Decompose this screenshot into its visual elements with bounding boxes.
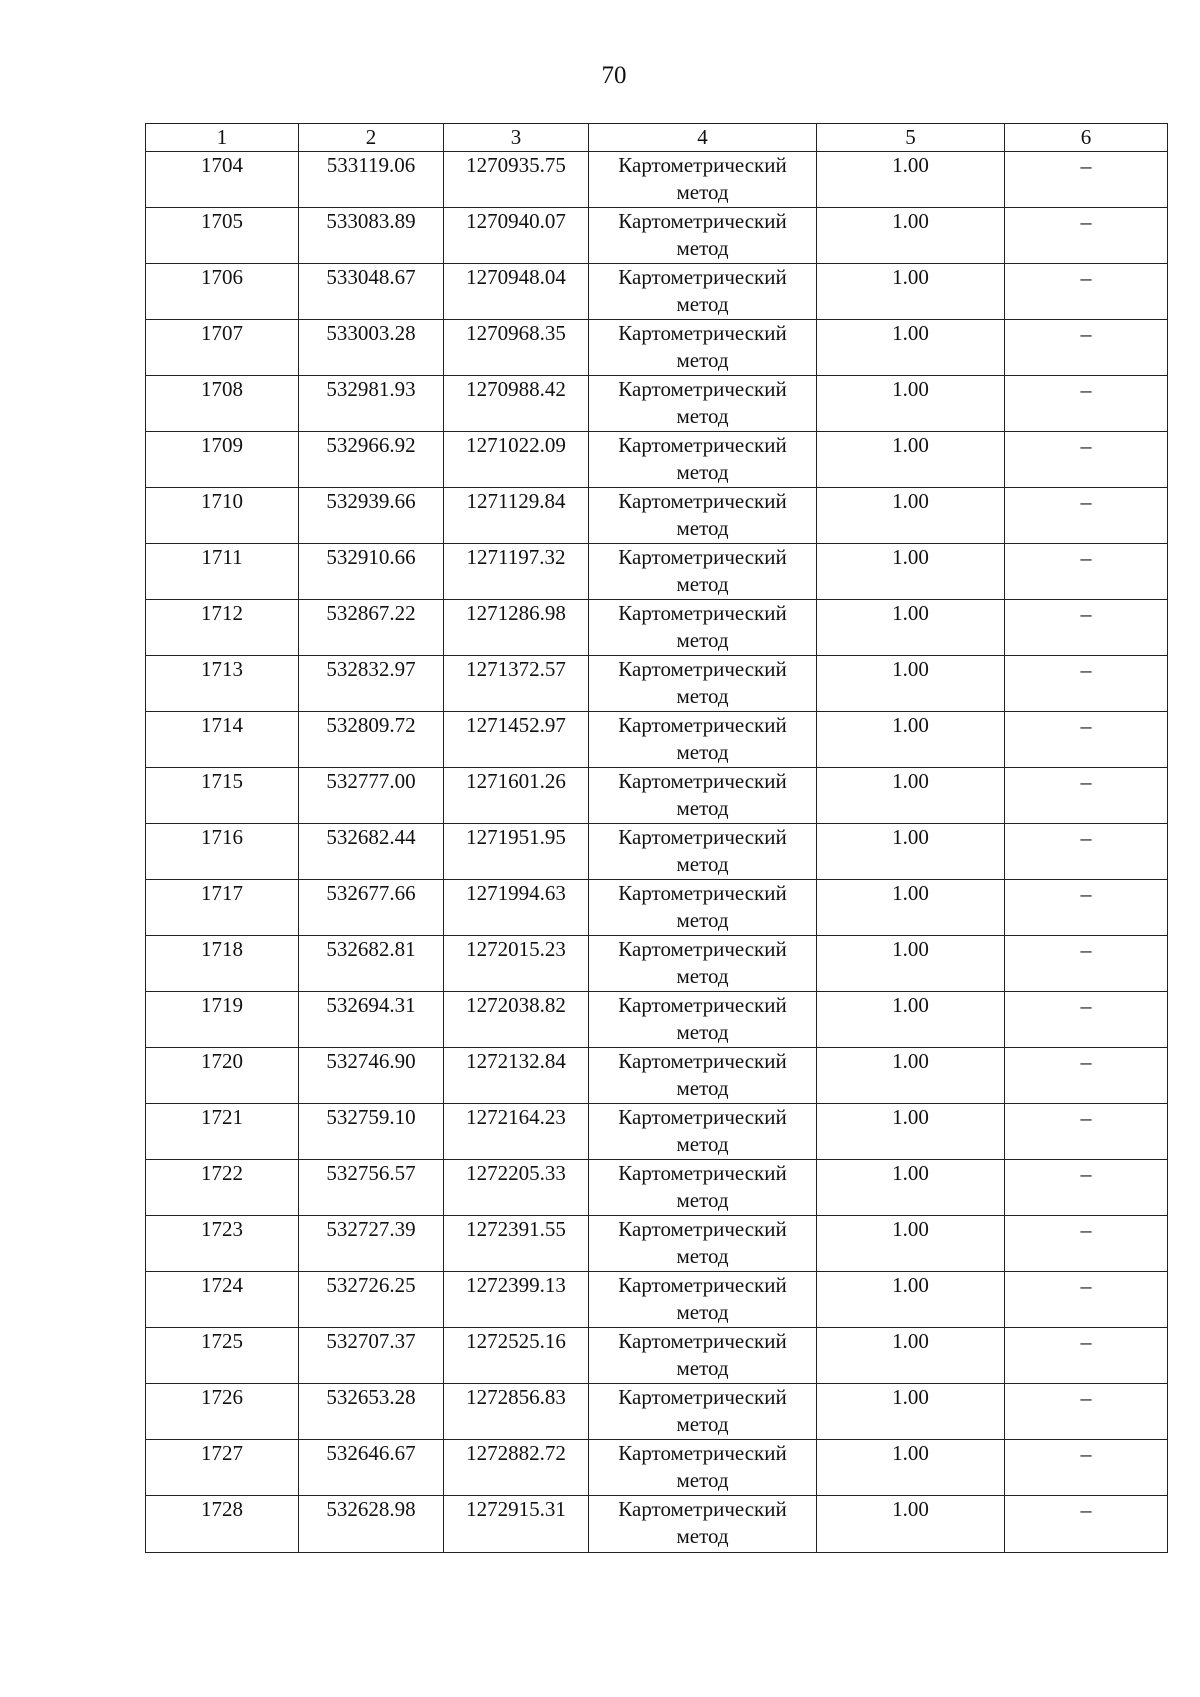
method-cell — [589, 992, 817, 1048]
point-number-cell: 1726 — [146, 1384, 299, 1440]
method-line-1: Картометрический — [618, 937, 787, 961]
point-number-cell: 1713 — [146, 656, 299, 712]
method-line-1: Картометрический — [618, 713, 787, 737]
column-header: 5 — [817, 124, 1005, 152]
y-coordinate-cell: 1271372.57 — [444, 656, 589, 712]
accuracy-cell: 1.00 — [817, 544, 1005, 600]
method-line-1: Картометрический — [618, 1497, 787, 1521]
table-row — [146, 376, 1168, 432]
table-row — [146, 1328, 1168, 1384]
accuracy-cell: 1.00 — [817, 824, 1005, 880]
description-cell: – — [1005, 880, 1168, 936]
y-coordinate-cell: 1271951.95 — [444, 824, 589, 880]
accuracy-cell: 1.00 — [817, 488, 1005, 544]
method-line-2: метод — [676, 1132, 729, 1156]
description-cell: – — [1005, 824, 1168, 880]
accuracy-cell: 1.00 — [817, 656, 1005, 712]
x-coordinate-cell: 532910.66 — [299, 544, 444, 600]
method-cell — [589, 1496, 817, 1553]
method-line-1: Картометрический — [618, 1161, 787, 1185]
method-line-1: Картометрический — [618, 993, 787, 1017]
point-number-cell: 1719 — [146, 992, 299, 1048]
table-row — [146, 712, 1168, 768]
method-cell — [589, 1328, 817, 1384]
table-body — [146, 152, 1168, 1553]
point-number-cell: 1715 — [146, 768, 299, 824]
point-number-cell: 1716 — [146, 824, 299, 880]
y-coordinate-cell: 1270948.04 — [444, 264, 589, 320]
method-cell — [589, 376, 817, 432]
method-cell — [589, 432, 817, 488]
y-coordinate-cell: 1272525.16 — [444, 1328, 589, 1384]
description-cell: – — [1005, 936, 1168, 992]
method-line-1: Картометрический — [618, 489, 787, 513]
method-cell — [589, 1216, 817, 1272]
table-header — [146, 124, 1168, 152]
method-cell — [589, 1104, 817, 1160]
table-row — [146, 1216, 1168, 1272]
method-cell — [589, 1384, 817, 1440]
method-line-2: метод — [676, 572, 729, 596]
y-coordinate-cell: 1271452.97 — [444, 712, 589, 768]
point-number-cell: 1709 — [146, 432, 299, 488]
method-line-2: метод — [676, 796, 729, 820]
method-line-1: Картометрический — [618, 1329, 787, 1353]
point-number-cell: 1725 — [146, 1328, 299, 1384]
x-coordinate-cell: 533083.89 — [299, 208, 444, 264]
method-line-1: Картометрический — [618, 545, 787, 569]
description-cell: – — [1005, 712, 1168, 768]
table-row — [146, 152, 1168, 208]
point-number-cell: 1705 — [146, 208, 299, 264]
point-number-cell: 1708 — [146, 376, 299, 432]
description-cell: – — [1005, 1104, 1168, 1160]
y-coordinate-cell: 1271129.84 — [444, 488, 589, 544]
table-row — [146, 432, 1168, 488]
method-line-2: метод — [676, 236, 729, 260]
description-cell: – — [1005, 432, 1168, 488]
x-coordinate-cell: 533119.06 — [299, 152, 444, 208]
y-coordinate-cell: 1272015.23 — [444, 936, 589, 992]
description-cell: – — [1005, 488, 1168, 544]
y-coordinate-cell: 1270988.42 — [444, 376, 589, 432]
method-line-1: Картометрический — [618, 825, 787, 849]
description-cell: – — [1005, 264, 1168, 320]
method-cell — [589, 1440, 817, 1496]
method-cell — [589, 880, 817, 936]
point-number-cell: 1722 — [146, 1160, 299, 1216]
description-cell: – — [1005, 1328, 1168, 1384]
x-coordinate-cell: 532694.31 — [299, 992, 444, 1048]
point-number-cell: 1706 — [146, 264, 299, 320]
y-coordinate-cell: 1271197.32 — [444, 544, 589, 600]
description-cell: – — [1005, 320, 1168, 376]
x-coordinate-cell: 532726.25 — [299, 1272, 444, 1328]
x-coordinate-cell: 532832.97 — [299, 656, 444, 712]
accuracy-cell: 1.00 — [817, 1328, 1005, 1384]
table-row — [146, 320, 1168, 376]
point-number-cell: 1721 — [146, 1104, 299, 1160]
method-cell — [589, 488, 817, 544]
y-coordinate-cell: 1272399.13 — [444, 1272, 589, 1328]
column-header: 6 — [1005, 124, 1168, 152]
x-coordinate-cell: 532682.44 — [299, 824, 444, 880]
accuracy-cell: 1.00 — [817, 208, 1005, 264]
y-coordinate-cell: 1270968.35 — [444, 320, 589, 376]
method-cell — [589, 1272, 817, 1328]
method-line-1: Картометрический — [618, 1385, 787, 1409]
accuracy-cell: 1.00 — [817, 936, 1005, 992]
table-row — [146, 936, 1168, 992]
method-cell — [589, 1048, 817, 1104]
accuracy-cell: 1.00 — [817, 1216, 1005, 1272]
y-coordinate-cell: 1271022.09 — [444, 432, 589, 488]
table-row — [146, 656, 1168, 712]
y-coordinate-cell: 1272882.72 — [444, 1440, 589, 1496]
table-row — [146, 544, 1168, 600]
point-number-cell: 1712 — [146, 600, 299, 656]
table-row — [146, 1160, 1168, 1216]
x-coordinate-cell: 532939.66 — [299, 488, 444, 544]
description-cell: – — [1005, 152, 1168, 208]
method-line-2: метод — [676, 1300, 729, 1324]
description-cell: – — [1005, 992, 1168, 1048]
accuracy-cell: 1.00 — [817, 432, 1005, 488]
point-number-cell: 1723 — [146, 1216, 299, 1272]
accuracy-cell: 1.00 — [817, 152, 1005, 208]
method-line-2: метод — [676, 1468, 729, 1492]
page-number: 70 — [601, 62, 627, 89]
header-row — [146, 124, 1168, 152]
method-line-2: метод — [676, 180, 729, 204]
accuracy-cell: 1.00 — [817, 1496, 1005, 1553]
point-number-cell: 1728 — [146, 1496, 299, 1553]
method-line-2: метод — [676, 1524, 729, 1548]
y-coordinate-cell: 1271601.26 — [444, 768, 589, 824]
point-number-cell: 1710 — [146, 488, 299, 544]
accuracy-cell: 1.00 — [817, 1160, 1005, 1216]
x-coordinate-cell: 532707.37 — [299, 1328, 444, 1384]
x-coordinate-cell: 532867.22 — [299, 600, 444, 656]
table-row — [146, 208, 1168, 264]
method-line-2: метод — [676, 460, 729, 484]
method-line-1: Картометрический — [618, 377, 787, 401]
method-line-1: Картометрический — [618, 433, 787, 457]
accuracy-cell: 1.00 — [817, 1104, 1005, 1160]
y-coordinate-cell: 1272915.31 — [444, 1496, 589, 1553]
x-coordinate-cell: 533003.28 — [299, 320, 444, 376]
description-cell: – — [1005, 376, 1168, 432]
accuracy-cell: 1.00 — [817, 1440, 1005, 1496]
accuracy-cell: 1.00 — [817, 376, 1005, 432]
point-number-cell: 1714 — [146, 712, 299, 768]
method-line-2: метод — [676, 908, 729, 932]
method-line-2: метод — [676, 292, 729, 316]
y-coordinate-cell: 1272205.33 — [444, 1160, 589, 1216]
description-cell: – — [1005, 1496, 1168, 1553]
x-coordinate-cell: 532756.57 — [299, 1160, 444, 1216]
description-cell: – — [1005, 1160, 1168, 1216]
accuracy-cell: 1.00 — [817, 880, 1005, 936]
description-cell: – — [1005, 544, 1168, 600]
method-line-1: Картометрический — [618, 769, 787, 793]
method-cell — [589, 152, 817, 208]
accuracy-cell: 1.00 — [817, 264, 1005, 320]
description-cell: – — [1005, 600, 1168, 656]
method-cell — [589, 656, 817, 712]
method-line-1: Картометрический — [618, 321, 787, 345]
x-coordinate-cell: 532646.67 — [299, 1440, 444, 1496]
description-cell: – — [1005, 656, 1168, 712]
method-line-1: Картометрический — [618, 1441, 787, 1465]
y-coordinate-cell: 1270935.75 — [444, 152, 589, 208]
x-coordinate-cell: 532653.28 — [299, 1384, 444, 1440]
y-coordinate-cell: 1272132.84 — [444, 1048, 589, 1104]
table-row — [146, 1104, 1168, 1160]
method-line-2: метод — [676, 1412, 729, 1436]
description-cell: – — [1005, 1440, 1168, 1496]
point-number-cell: 1727 — [146, 1440, 299, 1496]
method-cell — [589, 768, 817, 824]
method-line-1: Картометрический — [618, 601, 787, 625]
description-cell: – — [1005, 208, 1168, 264]
method-line-2: метод — [676, 740, 729, 764]
description-cell: – — [1005, 1272, 1168, 1328]
method-cell — [589, 824, 817, 880]
accuracy-cell: 1.00 — [817, 992, 1005, 1048]
table-row — [146, 1384, 1168, 1440]
column-header: 3 — [444, 124, 589, 152]
method-line-1: Картометрический — [618, 1273, 787, 1297]
method-line-1: Картометрический — [618, 1049, 787, 1073]
x-coordinate-cell: 532809.72 — [299, 712, 444, 768]
method-line-2: метод — [676, 684, 729, 708]
method-line-2: метод — [676, 404, 729, 428]
column-header: 4 — [589, 124, 817, 152]
table-row — [146, 1272, 1168, 1328]
x-coordinate-cell: 532677.66 — [299, 880, 444, 936]
y-coordinate-cell: 1272164.23 — [444, 1104, 589, 1160]
x-coordinate-cell: 532777.00 — [299, 768, 444, 824]
table-row — [146, 1496, 1168, 1553]
table-row — [146, 488, 1168, 544]
point-number-cell: 1704 — [146, 152, 299, 208]
table-row — [146, 880, 1168, 936]
table-row — [146, 600, 1168, 656]
method-cell — [589, 208, 817, 264]
accuracy-cell: 1.00 — [817, 712, 1005, 768]
x-coordinate-cell: 532682.81 — [299, 936, 444, 992]
description-cell: – — [1005, 1216, 1168, 1272]
x-coordinate-cell: 532727.39 — [299, 1216, 444, 1272]
point-number-cell: 1718 — [146, 936, 299, 992]
accuracy-cell: 1.00 — [817, 600, 1005, 656]
table-row — [146, 264, 1168, 320]
point-number-cell: 1711 — [146, 544, 299, 600]
method-line-2: метод — [676, 348, 729, 372]
x-coordinate-cell: 532628.98 — [299, 1496, 444, 1553]
method-line-2: метод — [676, 1020, 729, 1044]
y-coordinate-cell: 1270940.07 — [444, 208, 589, 264]
x-coordinate-cell: 532981.93 — [299, 376, 444, 432]
x-coordinate-cell: 532746.90 — [299, 1048, 444, 1104]
method-line-1: Картометрический — [618, 265, 787, 289]
table-row — [146, 768, 1168, 824]
method-line-2: метод — [676, 964, 729, 988]
method-line-1: Картометрический — [618, 881, 787, 905]
table-row — [146, 992, 1168, 1048]
method-line-1: Картометрический — [618, 1217, 787, 1241]
coordinates-table — [145, 123, 1168, 1553]
x-coordinate-cell: 532759.10 — [299, 1104, 444, 1160]
table-row — [146, 824, 1168, 880]
column-header: 2 — [299, 124, 444, 152]
y-coordinate-cell: 1272038.82 — [444, 992, 589, 1048]
method-line-2: метод — [676, 628, 729, 652]
method-line-1: Картометрический — [618, 1105, 787, 1129]
method-line-1: Картометрический — [618, 209, 787, 233]
point-number-cell: 1707 — [146, 320, 299, 376]
method-cell — [589, 600, 817, 656]
table-row — [146, 1440, 1168, 1496]
point-number-cell: 1717 — [146, 880, 299, 936]
method-line-2: метод — [676, 1356, 729, 1380]
table-row — [146, 1048, 1168, 1104]
method-cell — [589, 712, 817, 768]
accuracy-cell: 1.00 — [817, 1384, 1005, 1440]
description-cell: – — [1005, 1384, 1168, 1440]
method-cell — [589, 320, 817, 376]
method-line-2: метод — [676, 516, 729, 540]
method-line-2: метод — [676, 1188, 729, 1212]
y-coordinate-cell: 1272391.55 — [444, 1216, 589, 1272]
point-number-cell: 1724 — [146, 1272, 299, 1328]
column-header: 1 — [146, 124, 299, 152]
point-number-cell: 1720 — [146, 1048, 299, 1104]
accuracy-cell: 1.00 — [817, 320, 1005, 376]
accuracy-cell: 1.00 — [817, 768, 1005, 824]
method-cell — [589, 936, 817, 992]
accuracy-cell: 1.00 — [817, 1048, 1005, 1104]
y-coordinate-cell: 1271286.98 — [444, 600, 589, 656]
x-coordinate-cell: 532966.92 — [299, 432, 444, 488]
y-coordinate-cell: 1271994.63 — [444, 880, 589, 936]
method-cell — [589, 264, 817, 320]
description-cell: – — [1005, 768, 1168, 824]
y-coordinate-cell: 1272856.83 — [444, 1384, 589, 1440]
method-line-1: Картометрический — [618, 657, 787, 681]
x-coordinate-cell: 533048.67 — [299, 264, 444, 320]
method-line-2: метод — [676, 1076, 729, 1100]
method-line-1: Картометрический — [618, 153, 787, 177]
method-line-2: метод — [676, 852, 729, 876]
method-cell — [589, 1160, 817, 1216]
description-cell: – — [1005, 1048, 1168, 1104]
method-line-2: метод — [676, 1244, 729, 1268]
accuracy-cell: 1.00 — [817, 1272, 1005, 1328]
method-cell — [589, 544, 817, 600]
